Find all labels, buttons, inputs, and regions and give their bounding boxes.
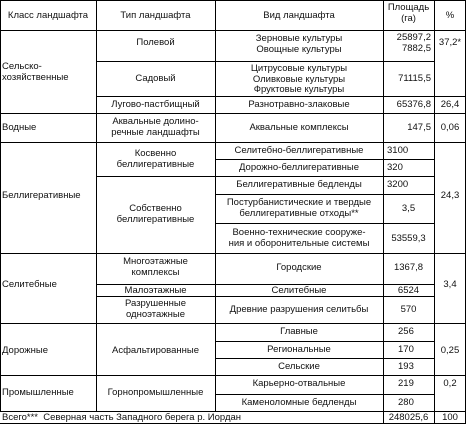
pct-settlement: 3,4 [443,279,457,290]
kind-urban: Городские [276,262,322,273]
area-water: 147,5 [407,122,431,133]
class-settlement: Селитебные [2,279,57,290]
area-stone-quarry: 280 [398,397,414,408]
kind-ancient-ruins: Древние разрушения селитьбы [229,304,369,315]
kind-field: Зерновые культуры Овощные культуры [255,33,343,55]
type-indirect: Косвенно беллигеративные [116,148,195,170]
kind-military: Военно-технические сооруже- ния и оборонительные системы [228,227,370,249]
area-military: 53559,3 [391,233,426,244]
pct-water: 0,06 [440,122,460,133]
type-mining: Горнопромышленные [107,387,204,398]
kind-residential: Селитебные [271,285,327,296]
area-ancient-ruins: 570 [400,304,417,315]
area-residential-bellig: 3100 [387,145,409,156]
header-class: Класс ландшафта [7,10,89,21]
type-meadow: Лугово-пастбищный [111,99,200,110]
kind-main: Главные [280,326,318,337]
type-ruined: Разрушенные одноэтажные [125,298,186,320]
area-road-bellig: 320 [387,162,403,173]
kind-meadow: Разнотравно-злаковые [248,99,350,110]
area-field: 25897,2 7882,5 [396,32,431,54]
total-label: Всего*** Северная часть Западного берега р. Иордан [2,412,242,423]
pct-industrial: 0,2 [443,378,457,389]
header-percent: % [445,10,455,21]
type-lowrise: Малоэтажные [124,285,187,296]
header-type: Тип ландшафта [120,10,191,21]
area-rural: 193 [398,361,414,372]
class-industrial: Промышленные [2,387,74,398]
area-meadow: 65376,8 [396,99,431,110]
type-multistorey: Многоэтажные комплексы [123,256,188,278]
class-belligerative: Беллигеративные [2,190,81,201]
pct-meadow: 26,4 [440,99,460,110]
area-residential: 6524 [397,285,420,296]
area-garden: 71115,5 [398,73,431,84]
area-waste: 3,5 [401,203,416,214]
kind-stone-quarry: Каменоломные бедленды [241,397,357,408]
header-area: Площадь (га) [387,2,430,24]
kind-quarry-dump: Карьерно-отвальные [252,378,346,389]
area-badlands: 3200 [387,179,409,190]
pct-road: 0,25 [440,345,460,356]
pct-belligerative: 24,3 [440,190,460,201]
type-water: Аквальные долино- речные ландшафты [111,116,200,138]
kind-road-bellig: Дорожно-беллигеративные [239,162,359,173]
kind-garden: Цитрусовые культуры Оливковые культуры Фруктовые культуры [250,63,348,95]
kind-water: Аквальные комплексы [249,122,349,133]
kind-waste: Постурбанистические и твердые беллигеративные отходы** [226,197,372,219]
area-main: 256 [398,326,414,337]
kind-residential-bellig: Селитебно-беллигеративные [234,145,364,156]
area-regional: 170 [398,344,414,355]
type-asphalt: Асфальтированные [112,345,199,356]
type-field: Полевой [136,37,175,48]
kind-badlands: Беллигеративные бедленды [236,179,362,190]
pct-agricultural: 37,2* [438,37,462,48]
kind-regional: Региональные [267,344,331,355]
class-water: Водные [2,122,37,133]
type-proper: Собственно беллигеративные [116,203,195,225]
total-percent: 100 [442,412,458,423]
kind-rural: Сельские [278,361,320,372]
class-road: Дорожные [2,345,48,356]
class-agricultural: Сельско- хозяйственные [2,61,69,83]
area-urban: 1367,8 [393,262,424,273]
type-garden: Садовый [135,73,176,84]
area-quarry-dump: 219 [398,378,414,389]
header-kind: Вид ландшафта [263,10,335,21]
total-area: 248025,6 [388,412,429,423]
